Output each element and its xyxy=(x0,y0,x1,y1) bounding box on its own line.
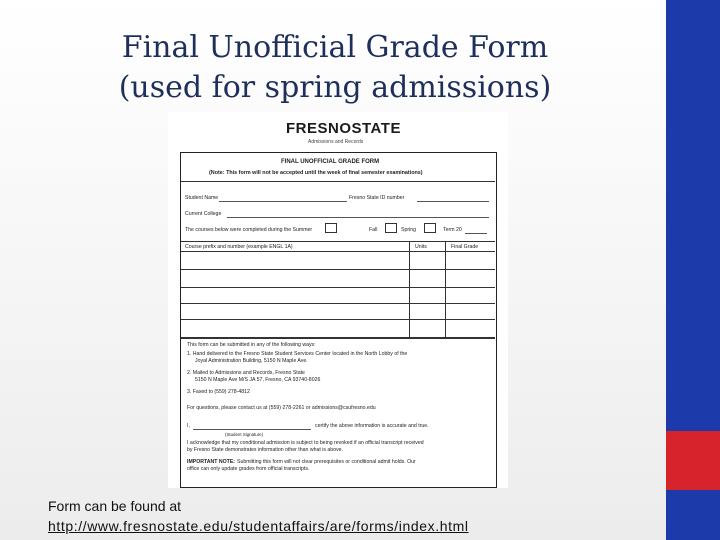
way-1: 1. Hand delivered to the Fresno State Student Services Center located in the North Lobby of the xyxy=(187,351,408,357)
col-grade: Final Grade xyxy=(451,244,479,250)
accent-band-blue-bottom xyxy=(666,490,720,540)
questions-text: For questions, please contact us at (559) 278-2261 or admissions@csufresno.edu xyxy=(187,405,376,411)
term-label: Term 20 xyxy=(443,227,462,233)
form-heading: FINAL UNOFFICIAL GRADE FORM xyxy=(281,159,380,165)
ack-2: by Fresno State demonstrates information other than what is above. xyxy=(187,447,343,453)
table-row-line xyxy=(181,251,495,252)
fall-label: Fall xyxy=(369,227,378,233)
way-3: 3. Faxed to (559) 278-4812 xyxy=(187,389,250,395)
col-units: Units xyxy=(415,244,427,250)
title-line-1: Final Unofficial Grade Form xyxy=(121,30,549,65)
table-row-line xyxy=(181,319,495,320)
student-name-label: Student Name xyxy=(185,195,219,201)
important-text: Submitting this form will not clear prerequisites or conditional admit holds. Our xyxy=(237,459,416,465)
important-label: IMPORTANT NOTE: xyxy=(187,459,236,465)
way-2b: 5150 N Maple Ave M/S JA 57, Fresno, CA 93740-8026 xyxy=(195,377,321,383)
way-2: 2. Mailed to Admissions and Records, Fresno State xyxy=(187,370,305,376)
fresno-state-logo: FRESNOSTATE xyxy=(286,120,401,137)
signature-line xyxy=(193,429,311,430)
student-name-line xyxy=(219,201,347,202)
way-1b: Joyal Administration Building, 5150 N Maple Ave. xyxy=(195,358,308,364)
col-divider xyxy=(409,241,410,337)
forms-link[interactable]: http://www.fresnostate.edu/studentaffairs/are/forms/index.html xyxy=(48,518,469,534)
signature-label: (Student Signature) xyxy=(225,432,264,437)
divider xyxy=(181,181,495,182)
col-divider xyxy=(445,241,446,337)
grade-form-image xyxy=(168,112,508,488)
ack-1: I acknowledge that my conditional admission is subject to being revoked if an official transcript received xyxy=(187,440,424,446)
accent-band-red xyxy=(666,431,720,490)
title-line-2: (used for spring admissions) xyxy=(118,70,552,105)
spring-box xyxy=(424,223,436,233)
slide-title xyxy=(80,28,590,108)
id-label: Fresno State ID number xyxy=(349,195,405,201)
term-line xyxy=(465,233,487,234)
caption xyxy=(48,496,469,536)
divider xyxy=(181,241,495,242)
logo-subtitle: Admissions and Records xyxy=(308,139,364,145)
college-label: Current College xyxy=(185,211,222,217)
accent-band-blue xyxy=(666,0,720,431)
table-row-line xyxy=(181,269,495,270)
spring-label: Spring xyxy=(401,227,416,233)
summer-box xyxy=(325,223,337,233)
form-box xyxy=(180,152,497,488)
certify-prefix: I, xyxy=(187,423,190,429)
courses-text: The courses below were completed during the Summer xyxy=(185,227,313,233)
fall-box xyxy=(385,223,397,233)
caption-text: Form can be found at xyxy=(48,498,182,514)
important-text-2: office can only update grades from official transcripts. xyxy=(187,466,310,472)
college-line xyxy=(227,217,489,218)
table-row-line xyxy=(181,303,495,304)
col-course: Course prefix and number (example ENGL 1A) xyxy=(185,244,293,250)
form-note: (Note: This form will not be accepted until the week of final semester examinations) xyxy=(209,170,423,176)
table-bottom xyxy=(181,337,495,339)
table-row-line xyxy=(181,287,495,288)
id-line xyxy=(417,201,489,202)
submit-heading: This form can be submitted in any of the following ways: xyxy=(187,342,316,348)
certify-text: certify the above information is accurate and true. xyxy=(315,423,429,429)
